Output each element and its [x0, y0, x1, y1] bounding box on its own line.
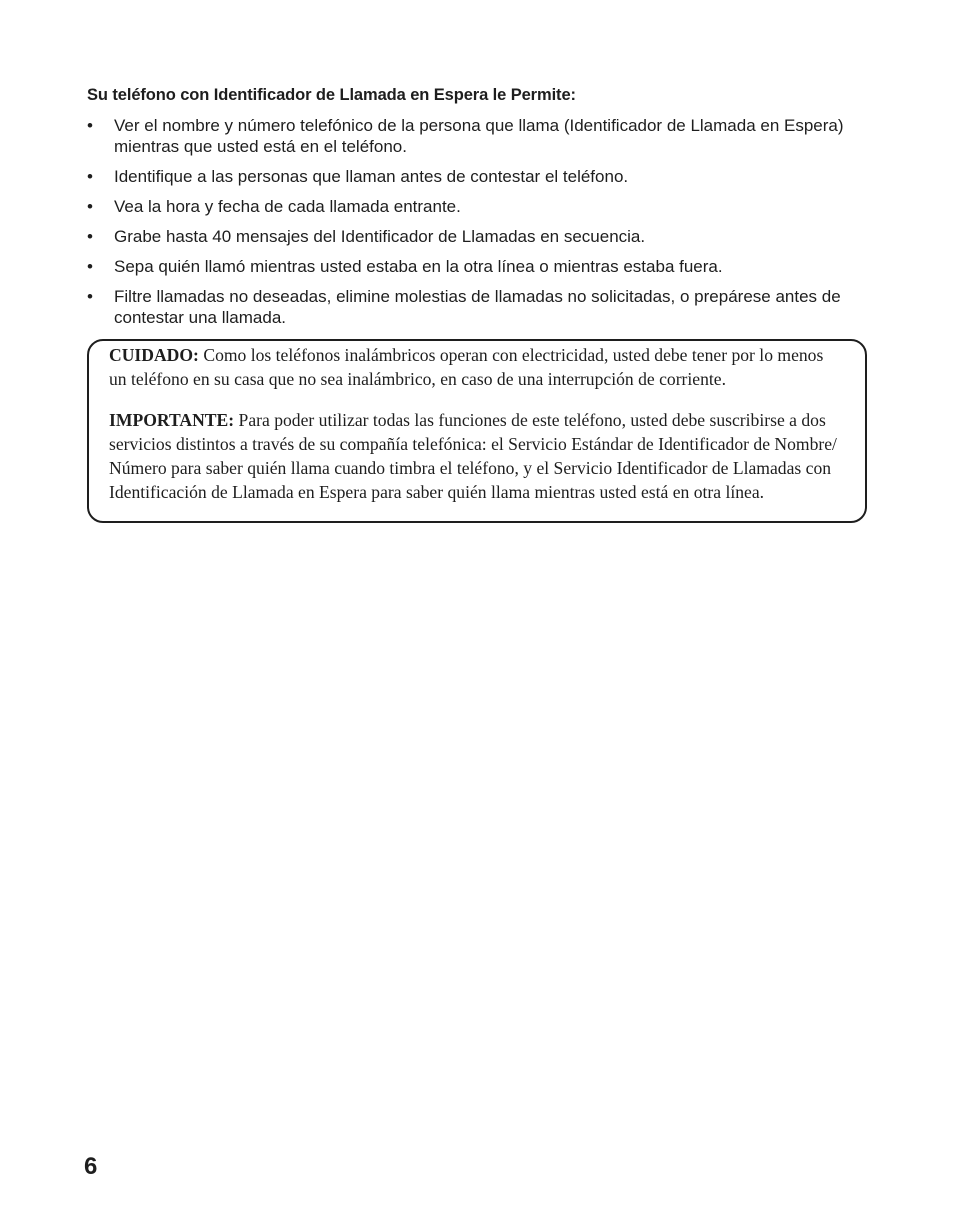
- bullet-icon: •: [87, 287, 93, 306]
- bullet-icon: •: [87, 116, 93, 135]
- list-item: [87, 115, 877, 157]
- list-item-text: Vea la hora y fecha de cada llamada entrante.: [114, 197, 461, 216]
- list-item-text: Identifique a las personas que llaman antes de contestar el teléfono.: [114, 167, 629, 186]
- list-item: [87, 226, 877, 247]
- list-item-text: Ver el nombre y número telefónico de la persona que llama (Identificador de Llamada en Espera) mientras que usted está en el teléfono.: [114, 116, 844, 156]
- list-item: [87, 196, 877, 217]
- list-item-text: Sepa quién llamó mientras usted estaba en la otra línea o mientras estaba fuera.: [114, 257, 723, 276]
- bullet-icon: •: [87, 227, 93, 246]
- bullet-icon: •: [87, 167, 93, 186]
- important-text: Para poder utilizar todas las funciones de este teléfono, usted debe suscribirse a dos servicios distintos a través de su compañía telefónica: el Servicio Estándar de Identificador de Nombre/ Número para saber quién llama cuando timbra el teléfono, y el Servicio Identificador de Llamadas con Identificación de Llamada en Espera para saber quién llama mientras usted está en otra línea.: [109, 409, 837, 503]
- section-heading: Su teléfono con Identificador de Llamada en Espera le Permite:: [87, 86, 576, 104]
- list-item: [87, 256, 877, 277]
- notice-box: [87, 339, 867, 523]
- page-number: 6: [84, 1153, 98, 1180]
- important-label: IMPORTANTE:: [109, 409, 235, 430]
- feature-list: [87, 115, 877, 337]
- important-paragraph: [109, 408, 845, 505]
- list-item: [87, 286, 877, 328]
- bullet-icon: •: [87, 257, 93, 276]
- caution-label: CUIDADO:: [109, 345, 199, 365]
- caution-paragraph: [109, 343, 845, 392]
- list-item: [87, 166, 877, 187]
- bullet-icon: •: [87, 197, 93, 216]
- list-item-text: Filtre llamadas no deseadas, elimine molestias de llamadas no solicitadas, o prepárese antes de contestar una llamada.: [114, 287, 841, 327]
- caution-text: Como los teléfonos inalámbricos operan con electricidad, usted debe tener por lo menos un teléfono en su casa que no sea inalámbrico, en caso de una interrupción de corriente.: [109, 345, 824, 390]
- list-item-text: Grabe hasta 40 mensajes del Identificador de Llamadas en secuencia.: [114, 227, 646, 246]
